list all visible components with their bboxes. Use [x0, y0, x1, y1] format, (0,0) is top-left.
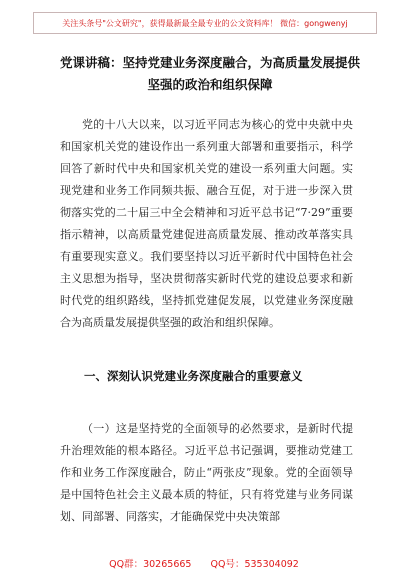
intro-paragraph: 党的十八大以来，以习近平同志为核心的党中央就中央和国家机关党的建设作出一系列重大部署和重要指示，科学回答了新时代中央和国家机关党的建设一系列重大问题。实现党建和业务工作同频共振、融合互促，对于进一步深入贯彻落实党的二十届三中全会精神和习近平总书记“7·29”重要指示精神，以高质量党建促进高质量发展、推动改革落实具有重要现实意义。我们要坚持以习近平新时代中国特色社会主义思想为指导，坚决贯彻落实新时代党的建设总要求和新时代党的组织路线，坚持抓党建促发展，以党建业务深度融合为高质量发展提供坚强的政治和组织保障。: [60, 118, 353, 329]
header-banner: 关注头条号"公文研究"，获得最新最全最专业的公文资料库！ 微信：gongwenyj: [33, 12, 377, 34]
document-title: 党课讲稿：坚持党建业务深度融合，为高质量发展提供坚强的政治和组织保障: [60, 55, 361, 92]
section-heading: 一、深刻认识党建业务深度融合的重要意义: [84, 369, 303, 383]
footer-contacts: [0, 556, 408, 570]
section-paragraph: （一）这是坚持党的全面领导的必然要求，是新时代提升治理效能的根本路径。习近平总书记强调，要推动党建工作和业务工作深度融合，防止“两张皮”现象。党的全面领导是中国特色社会主义最本质的特征，只有将党建与业务同谋划、同部署、同落实，才能确保党中央决策部: [60, 422, 353, 523]
qq-number-text: QQ号：535304092: [210, 559, 299, 570]
qq-group-text: QQ群：30265665: [109, 559, 192, 570]
